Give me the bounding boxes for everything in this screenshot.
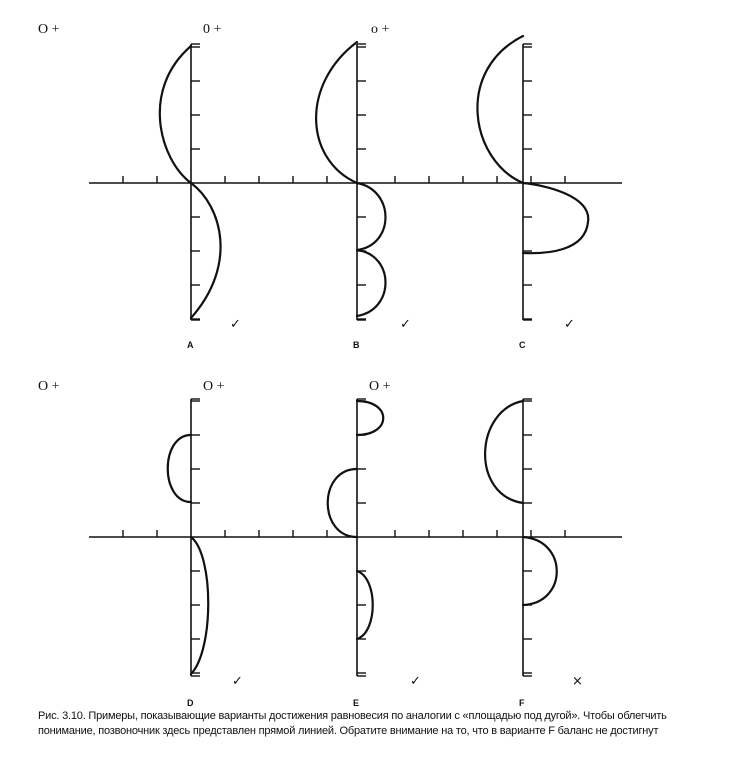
figure-caption: Рис. 3.10. Примеры, показывающие варианты достижения равновесия по аналогии с «площадью под дугой». Чтобы облегчить понимание, позвоночник здесь представлен прямой линией. Обратите внимание на то, что в варианте F баланс не достигнут	[38, 710, 667, 737]
checkmark-icon-b: ✓	[400, 317, 411, 332]
panel-letter-c: C	[519, 340, 526, 350]
curve-e-top	[357, 401, 383, 435]
curve-b-top	[316, 42, 357, 183]
checkmark-icon-e: ✓	[410, 674, 421, 689]
origin-label-f: O +	[369, 379, 391, 394]
panel-letter-b: B	[353, 340, 360, 350]
curve-d-top	[168, 435, 191, 502]
axes-group	[89, 44, 622, 676]
origin-label-a: O +	[38, 22, 60, 37]
panel-letter-d: D	[187, 698, 194, 708]
origin-label-c: o +	[371, 22, 390, 37]
panel-letter-f: F	[519, 698, 525, 708]
checkmark-icon-a: ✓	[230, 317, 241, 332]
curve-b-bottom	[357, 183, 386, 316]
panel-letter-e: E	[353, 698, 360, 708]
curve-c-top	[477, 36, 523, 183]
origin-label-b: 0 +	[203, 22, 222, 37]
curve-c-bottom	[523, 183, 588, 253]
checkmark-icon-c: ✓	[564, 317, 575, 332]
origin-label-d: O +	[38, 379, 60, 394]
checkmark-icon-d: ✓	[232, 674, 243, 689]
curve-a	[160, 46, 221, 318]
curve-f-top	[485, 401, 523, 503]
curve-e-mid	[328, 469, 357, 537]
panel-letter-a: A	[187, 340, 194, 350]
cross-icon-f: ×	[572, 674, 583, 689]
origin-label-e: O +	[203, 379, 225, 394]
